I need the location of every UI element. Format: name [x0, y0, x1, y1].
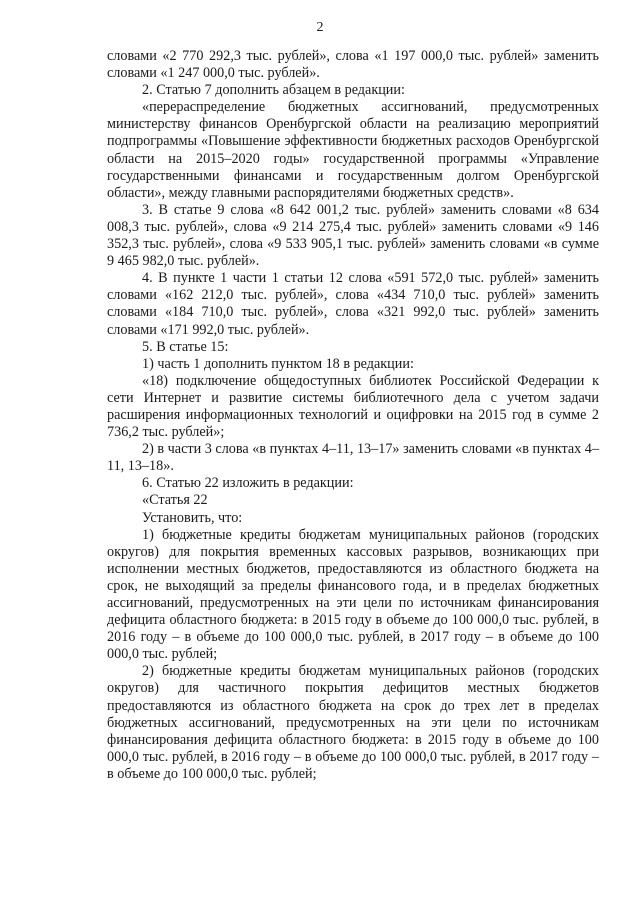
paragraph: словами «2 770 292,3 тыс. рублей», слова «1 197 000,0 тыс. рублей» заменить словами «1 247 000,0 тыс. рублей».: [107, 48, 599, 82]
paragraph: 1) бюджетные кредиты бюджетам муниципальных районов (городских округов) для покрытия временных кассовых разрывов, возникающих при исполнении местных бюджетов, предоставляются из областного бюджета на срок, не выходящий за пределы финансового года, и в пределах бюджетных ассигнований, предусмотренных на эти цели по источникам финансирования дефицита областного бюджета: в 2015 году в объеме до 100 000,0 тыс. рублей, в 2016 году – в объеме до 100 000,0 тыс. рублей, в 2017 году – в объеме до 100 000,0 тыс. рублей;: [107, 526, 599, 663]
paragraph: «перераспределение бюджетных ассигнований, предусмотренных министерству финансов Оренбургской области на реализацию мероприятий подпрограммы «Повышение эффективности бюджетных расходов Оренбургской области на 2015–2020 годы» государственной программы «Управление государственными финансами и государственным долгом Оренбургской области», между главными распорядителями бюджетных средств».: [107, 99, 599, 201]
document-body: [107, 48, 599, 783]
paragraph: 3. В статье 9 слова «8 642 001,2 тыс. рублей» заменить словами «8 634 008,3 тыс. рублей», слова «9 214 275,4 тыс. рублей» заменить словами «9 146 352,3 тыс. рублей», слова «9 533 905,1 тыс. рублей» заменить словами «в сумме 9 465 982,0 тыс. рублей».: [107, 201, 599, 270]
paragraph: Установить, что:: [142, 509, 243, 526]
paragraph: 5. В статье 15:: [142, 338, 229, 355]
paragraph: «Статья 22: [142, 492, 208, 509]
page-number: 2: [316, 20, 324, 35]
paragraph: 2) в части 3 слова «в пунктах 4–11, 13–17» заменить словами «в пунктах 4–11, 13–18».: [107, 441, 599, 475]
paragraph: 2. Статью 7 дополнить абзацем в редакции:: [142, 82, 405, 99]
paragraph: 1) часть 1 дополнить пунктом 18 в редакции:: [142, 355, 414, 372]
paragraph: 2) бюджетные кредиты бюджетам муниципальных районов (городских округов) для частичного покрытия дефицитов местных бюджетов предоставляются из областного бюджета на срок до трех лет в пределах бюджетных ассигнований, предусмотренных на эти цели по источникам финансирования дефицита областного бюджета: в 2015 году в объеме до 100 000,0 тыс. рублей, в 2016 году – в объеме до 100 000,0 тыс. рублей, в 2017 году – в объеме до 100 000,0 тыс. рублей;: [107, 663, 599, 782]
paragraph: 6. Статью 22 изложить в редакции:: [142, 475, 354, 492]
paragraph: 4. В пункте 1 части 1 статьи 12 слова «591 572,0 тыс. рублей» заменить словами «162 212,0 тыс. рублей», слова «434 710,0 тыс. рублей» заменить словами «184 710,0 тыс. рублей», слова «321 992,0 тыс. рублей» заменить словами «171 992,0 тыс. рублей».: [107, 270, 599, 338]
paragraph: «18) подключение общедоступных библиотек Российской Федерации к сети Интернет и развитие системы библиотечного дела с учетом задачи расширения информационных технологий и оцифровки на 2015 год в сумме 2 736,2 тыс. рублей»;: [107, 372, 599, 441]
